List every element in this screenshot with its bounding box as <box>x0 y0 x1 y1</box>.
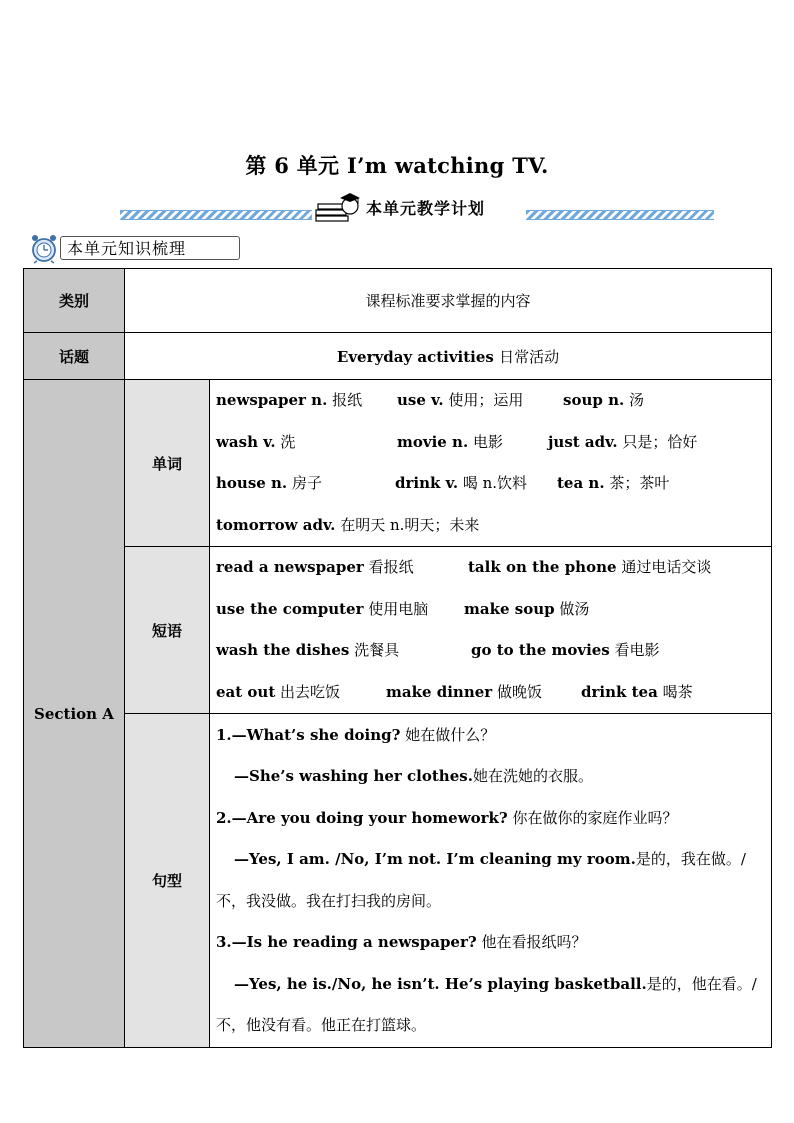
phrase-entry <box>468 547 711 589</box>
sentence-line <box>216 756 765 798</box>
sentence-line <box>216 1005 765 1047</box>
sentence-cn: 不，他没有看。他正在打篮球。 <box>216 1016 427 1034</box>
phrase-cn: 洗餐具 <box>354 641 400 659</box>
phrase-en: read a newspaper <box>216 558 364 576</box>
vocab-cn: 电影 <box>472 432 503 451</box>
phrase-entry <box>216 672 386 714</box>
sentence-en: 3.—Is he reading a newspaper? <box>216 933 477 951</box>
phrase-en: talk on the phone <box>468 558 617 576</box>
phrase-cn: 通过电话交谈 <box>621 558 712 576</box>
sentence-line <box>216 922 765 964</box>
phrase-entry <box>216 547 468 589</box>
phrase-cn: 喝茶 <box>662 682 693 701</box>
phrase-en: go to the movies <box>471 641 610 659</box>
vocab-entry <box>557 463 669 505</box>
phrase-en: eat out <box>216 682 276 701</box>
phrases-content <box>210 547 772 714</box>
vocab-cn: 在明天 n.明天；未来 <box>340 515 480 534</box>
phrase-cn: 做晚饭 <box>496 682 542 701</box>
phrase-en: wash the dishes <box>216 641 350 659</box>
books-graduation-cap-icon <box>314 192 362 222</box>
vocab-en: newspaper n. <box>216 391 328 409</box>
sentence-cn: 你在做你的家庭作业吗？ <box>512 808 678 827</box>
vocab-line <box>216 380 765 422</box>
sentence-line <box>216 798 765 840</box>
content-header <box>125 269 772 333</box>
vocab-cn: 只是；恰好 <box>622 432 698 451</box>
vocab-en: soup n. <box>563 391 625 409</box>
phrase-en: make dinner <box>386 682 493 701</box>
vocab-entry <box>397 422 548 464</box>
section-a-label: Section A <box>24 380 125 1048</box>
phrase-entry <box>216 589 464 631</box>
vocab-en: just adv. <box>548 432 618 451</box>
vocab-entry <box>216 505 479 547</box>
sentence-cn: 她在洗她的衣服。 <box>472 767 593 785</box>
phrase-entry <box>581 672 693 714</box>
phrase-line <box>216 589 765 631</box>
phrase-line <box>216 630 765 672</box>
vocab-line <box>216 505 765 547</box>
phrases-label: 短语 <box>125 547 210 714</box>
vocab-en: tea n. <box>557 474 605 492</box>
vocab-en: drink v. <box>395 474 459 492</box>
sentence-cn: 是的，他在看。/ <box>646 974 757 993</box>
sentences-content <box>210 714 772 1048</box>
vocab-entry <box>397 380 563 422</box>
unit-plan-banner <box>120 190 714 224</box>
vocab-cn: 使用；运用 <box>448 391 524 409</box>
phrase-entry <box>216 630 471 672</box>
vocab-entry <box>563 380 644 422</box>
phrase-cn: 做汤 <box>559 599 590 618</box>
vocab-en: house n. <box>216 474 288 492</box>
topic-label: 话题 <box>24 333 125 380</box>
phrase-entry <box>464 589 589 631</box>
phrase-entry <box>471 630 660 672</box>
vocab-cn: 房子 <box>291 474 322 492</box>
sentences-label: 句型 <box>125 714 210 1048</box>
sentence-line <box>216 715 765 757</box>
sentence-en: 1.—What’s she doing? <box>216 725 401 744</box>
knowledge-summary-text: 本单元知识梳理 <box>60 236 240 260</box>
sentence-cn: 是的，我在做。/ <box>635 850 746 868</box>
alarm-clock-icon <box>28 232 64 264</box>
category-header: 类别 <box>24 269 125 333</box>
phrase-en: make soup <box>464 599 555 618</box>
vocab-content <box>210 380 772 547</box>
banner-stripe-right <box>526 210 714 220</box>
banner-stripe-left <box>120 210 312 220</box>
vocab-cn: 洗 <box>280 432 296 451</box>
sentence-cn: 他在看报纸吗？ <box>481 933 587 951</box>
sentence-en: —She’s washing her clothes. <box>234 767 473 785</box>
vocab-entry <box>216 380 397 422</box>
sentence-line <box>216 964 765 1006</box>
content-header-text: 课程标准要求掌握的内容 <box>365 292 531 310</box>
vocab-en: use v. <box>397 391 444 409</box>
vocab-row <box>24 380 772 547</box>
vocab-entry <box>216 463 395 505</box>
phrase-line <box>216 672 765 714</box>
sentence-cn: 她在做什么？ <box>405 725 496 744</box>
vocab-entry <box>395 463 557 505</box>
vocab-line <box>216 463 765 505</box>
table-header-row <box>24 269 772 333</box>
sentence-line <box>216 839 765 881</box>
topic-row <box>24 333 772 380</box>
topic-value <box>125 333 772 380</box>
vocab-cn: 喝 n.饮料 <box>462 474 528 492</box>
vocab-cn: 报纸 <box>332 391 363 409</box>
sentence-cn: 不，我没做。我在打扫我的房间。 <box>216 891 442 910</box>
sentence-en: —Yes, he is./No, he isn’t. He’s playing basketball. <box>234 974 647 993</box>
page-title: 第 6 单元 I’m watching TV. <box>245 153 549 178</box>
phrase-line <box>216 547 765 589</box>
vocab-en: movie n. <box>397 432 469 451</box>
vocab-cn: 茶；茶叶 <box>609 474 670 492</box>
vocab-cn: 汤 <box>628 391 644 409</box>
phrases-row <box>24 547 772 714</box>
vocab-label: 单词 <box>125 380 210 547</box>
vocab-en: tomorrow adv. <box>216 515 336 534</box>
phrase-cn: 看报纸 <box>368 558 414 576</box>
phrase-en: drink tea <box>581 682 658 701</box>
sentence-en: —Yes, I am. /No, I’m not. I’m cleaning my room. <box>234 850 636 868</box>
banner-title: 本单元教学计划 <box>366 199 486 218</box>
phrase-entry <box>386 672 581 714</box>
unit-knowledge-table <box>23 268 772 1048</box>
phrase-cn: 看电影 <box>614 641 660 659</box>
vocab-entry <box>548 422 697 464</box>
topic-cn: 日常活动 <box>499 347 560 366</box>
vocab-line <box>216 422 765 464</box>
vocab-entry <box>216 422 397 464</box>
phrase-cn: 使用电脑 <box>368 599 429 618</box>
sentence-en: 2.—Are you doing your homework? <box>216 808 508 827</box>
topic-en: Everyday activities <box>336 347 494 366</box>
phrase-en: use the computer <box>216 599 364 618</box>
sentences-row <box>24 714 772 1048</box>
vocab-en: wash v. <box>216 432 276 451</box>
phrase-cn: 出去吃饭 <box>280 682 341 701</box>
sentence-line <box>216 881 765 923</box>
